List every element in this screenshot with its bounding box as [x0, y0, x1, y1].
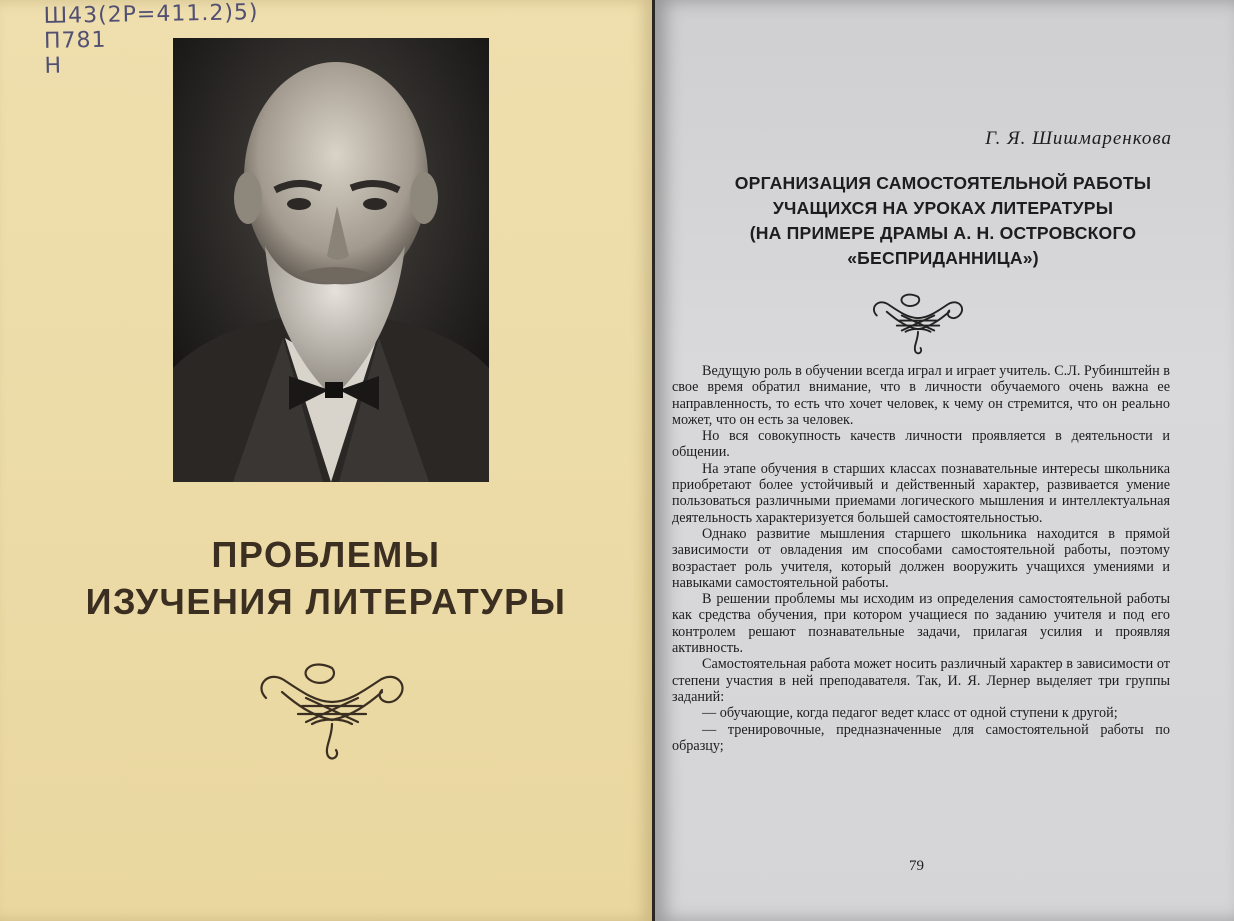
author-portrait	[173, 38, 489, 482]
cover-ornament	[252, 658, 412, 762]
call-number-line: Ш43(2Р=411.2)5)	[43, 0, 259, 29]
body-paragraph: Однако развитие мышления старшего школьника находится в прямой зависимости от овладения им способами самостоятельной работы, поэтому возрастает роль учителя, который должен вооружить учащихся умениями и навыками самостоятельной работы.	[672, 525, 1170, 591]
article-page	[655, 0, 1234, 921]
body-paragraph: Но вся совокупность качеств личности проявляется в деятельности и общении.	[672, 428, 1170, 461]
body-paragraph: Самостоятельная работа может носить различный характер в зависимости от степени участия в ней преподавателя. Так, И. Я. Лернер выделяет три группы заданий:	[672, 656, 1170, 705]
body-list-item: — тренировочные, предназначенные для самостоятельной работы по образцу;	[672, 721, 1170, 754]
call-number-line: Н	[44, 53, 63, 79]
article-body	[672, 363, 1170, 754]
article-ornament	[868, 290, 968, 356]
article-title-line: УЧАЩИХСЯ НА УРОКАХ ЛИТЕРАТУРЫ	[772, 198, 1114, 218]
article-title	[675, 171, 1211, 271]
body-list-item: — обучающие, когда педагог ведет класс от одной ступени к другой;	[702, 705, 1118, 722]
article-author: Г. Я. Шишмаренкова	[985, 128, 1172, 149]
call-number-line: П781	[43, 27, 107, 54]
cover-title	[60, 531, 592, 625]
portrait-image	[173, 38, 489, 482]
article-title-line: (НА ПРИМЕРЕ ДРАМЫ А. Н. ОСТРОВСКОГО	[749, 223, 1137, 243]
body-paragraph: На этапе обучения в старших классах познавательные интересы школьника приобретают более устойчивый и действенный характер, развивается умение пользоваться различными приемами логического мышления и интеллектуальная деятельность характеризуется большей самостоятельностью.	[672, 460, 1170, 526]
article-title-line: «БЕСПРИДАННИЦА»)	[847, 248, 1039, 268]
body-paragraph: Ведущую роль в обучении всегда играл и играет учитель. С.Л. Рубинштейн в свое время обратил внимание, что в личности обучаемого очень важна ее направленность, то есть что хочет человек, к чему он стремится, что он реально может, что он есть за человек.	[672, 363, 1170, 428]
cover-title-line: ПРОБЛЕМЫ	[211, 534, 441, 575]
page-number: 79	[909, 858, 924, 874]
article-title-line: ОРГАНИЗАЦИЯ САМОСТОЯТЕЛЬНОЙ РАБОТЫ	[734, 173, 1152, 193]
body-paragraph: В решении проблемы мы исходим из определения самостоятельной работы как средства обучения, при котором учащиеся по заданию учителя и под его контролем решают познавательные задачи, прилагая усилия и проявляя активность.	[672, 591, 1170, 657]
cover-title-line: ИЗУЧЕНИЯ ЛИТЕРАТУРЫ	[85, 581, 567, 622]
